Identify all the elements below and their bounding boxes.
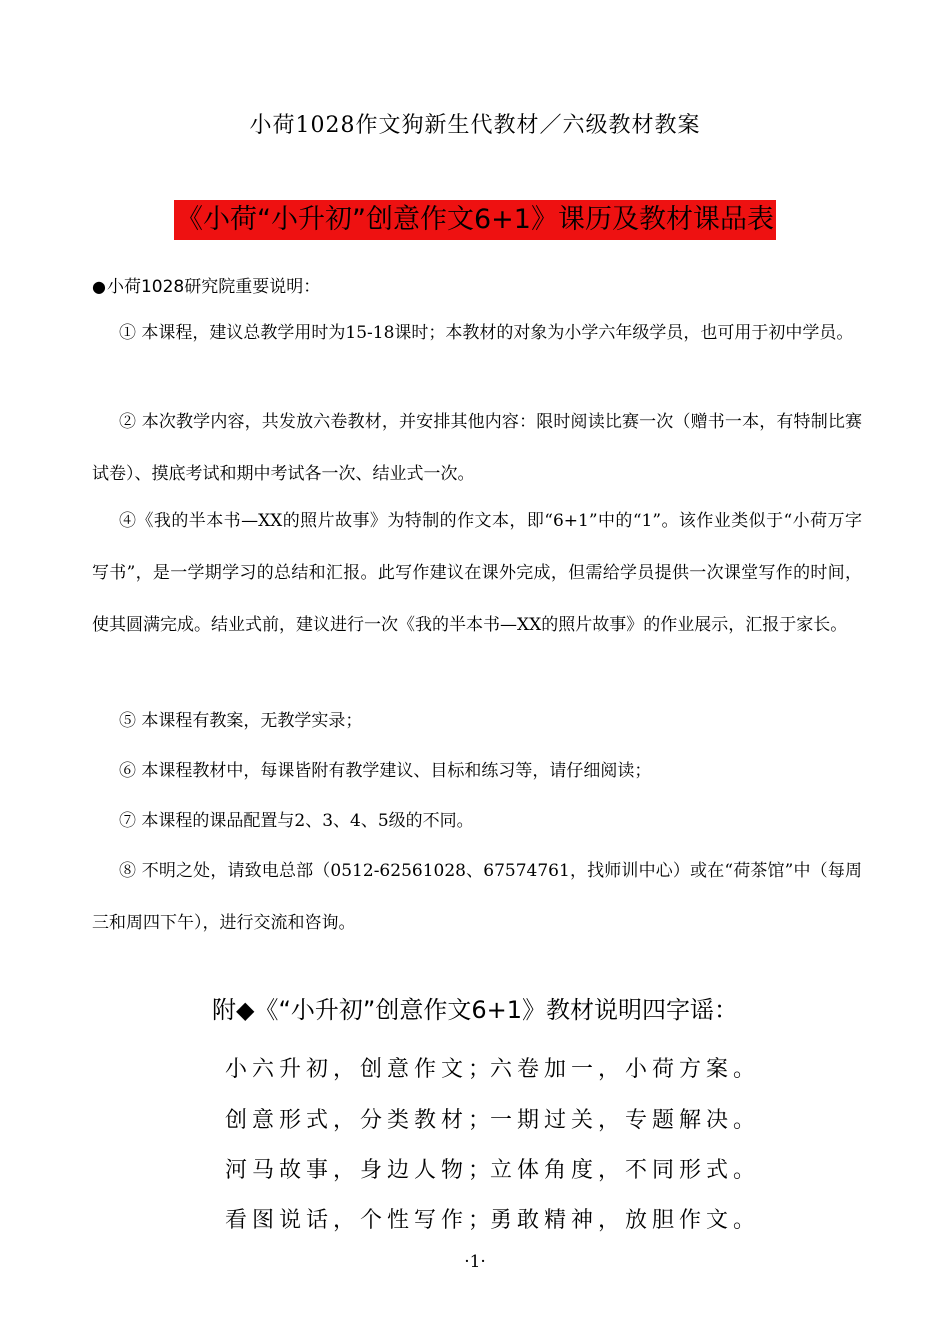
note-item-4: ④《我的半本书—XX的照片故事》为特制的作文本，即“6+1”中的“1”。该作业类似于“小荷万字写书”，是一学期学习的总结和汇报。此写作建议在课外完成，但需给学员提供一次课堂写作的时间，使其圆满完成。结业式前，建议进行一次《我的半本书—XX的照片故事》的作业展示，汇报于家长。: [92, 511, 862, 635]
rhyme-line-first-half: 创意形式，分类教材；: [225, 1108, 496, 1133]
notes-heading: [92, 272, 320, 297]
rhyme-line-first-half: 河马故事，身边人物；: [225, 1158, 496, 1183]
page-number: ·1·: [464, 1252, 486, 1272]
rhyme-line: [225, 1153, 761, 1184]
rhyme-line: [225, 1103, 761, 1134]
rhyme-line: [225, 1052, 761, 1083]
notes-heading-text: 小荷1028研究院重要说明：: [106, 277, 321, 297]
note-item-7: ⑦ 本课程的课品配置与2、3、4、5级的不同。: [119, 811, 474, 831]
document-header: 小荷1028作文狗新生代教材／六级教材教案: [249, 113, 701, 138]
rhyme-line-second-half: 立体角度，不同形式。: [490, 1158, 761, 1183]
bullet-icon: ●: [92, 277, 106, 296]
rhyme-line-second-half: 勇敢精神，放胆作文。: [490, 1208, 761, 1233]
note-item-5: ⑤ 本课程有教案，无教学实录；: [119, 711, 363, 731]
note-item-1: ① 本课程，建议总教学用时为15-18课时；本教材的对象为小学六年级学员，也可用于初中学员。: [119, 323, 854, 343]
title-container: [0, 200, 950, 240]
rhyme-line-first-half: 看图说话，个性写作；: [225, 1208, 496, 1233]
rhyme-title: 附◆《“小升初”创意作文6+1》教材说明四字谣：: [212, 996, 738, 1024]
note-item-2: ② 本次教学内容，共发放六卷教材，并安排其他内容：限时阅读比赛一次（赠书一本，有特制比赛试卷）、摸底考试和期中考试各一次、结业式一次。: [92, 412, 862, 484]
note-item-6: ⑥ 本课程教材中，每课皆附有教学建议、目标和练习等，请仔细阅读；: [119, 761, 652, 781]
rhyme-line-second-half: 六卷加一，小荷方案。: [490, 1057, 761, 1082]
note-item-8: ⑧ 不明之处，请致电总部（0512-62561028、67574761，找师训中心）或在“荷茶馆”中（每周三和周四下午），进行交流和咨询。: [92, 861, 862, 933]
rhyme-line-second-half: 一期过关，专题解决。: [490, 1108, 761, 1133]
document-title: 《小荷“小升初”创意作文6+1》课历及教材课品表: [174, 200, 776, 240]
rhyme-line: [225, 1203, 761, 1234]
rhyme-line-first-half: 小六升初，创意作文；: [225, 1057, 496, 1082]
